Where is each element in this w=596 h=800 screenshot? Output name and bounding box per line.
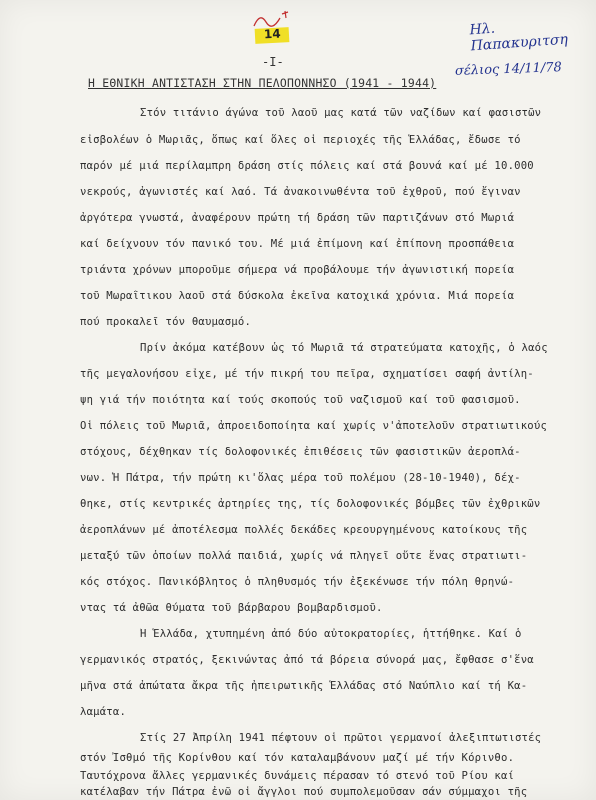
sticky-number: 14 [263, 26, 281, 42]
document-title: Η ΕΘΝΙΚΗ ΑΝΤΙΣΤΑΣΗ ΣΤΗΝ ΠΕΛΟΠΟΝΝΗΣΟ (1941 - 1944) [88, 76, 437, 90]
body-line: Πρίν ἀκόμα κατέβουν ὡς τό Μωριᾶ τά στρατεύματα κατοχῆς, ὁ λαός [140, 342, 548, 354]
body-line: νων. Ἡ Πάτρα, τήν πρώτη κι'ὅλας μέρα τοῦ πολέμου (28-10-1940), δέχ- [80, 472, 521, 484]
body-line: Στίς 27 Ἀπρίλη 1941 πέφτουν οἱ πρῶτοι γερμανοί ἀλεξιπτωτιστές [140, 732, 542, 744]
body-line: κός στόχος. Πανικόβλητος ὁ πληθυσμός τήν ἐξεκένωσε τήν πόλη θρηνώ- [80, 576, 515, 588]
handwritten-name: Ηλ. Παπακυριτση [469, 20, 569, 55]
handwritten-mark-icon [252, 8, 312, 30]
body-line: ἀεροπλάνων μέ ἀποτέλεσμα πολλές δεκάδες κρεουργημένους κατοίκους τῆς [80, 524, 528, 536]
body-line: καί δείχνουν τόν πανικό του. Μέ μιά ἐπίμονη καί ἐπίπονη προσπάθεια [80, 238, 515, 250]
body-line: εἰσβολέων ὁ Μωριᾶς, ὅπως καί ὅλες οἱ περιοχές τῆς Ἑλλάδας, ἔδωσε τό [80, 134, 521, 146]
body-line: μεταξύ τῶν ὁποίων πολλά παιδιά, χωρίς νά πληγεῖ οὔτε ἕνας στρατιωτι- [80, 550, 528, 562]
body-line: Ἡ Ἑλλάδα, χτυπημένη ἀπό δύο αὐτοκρατορίες, ἡττήθηκε. Καί ὁ [140, 628, 522, 640]
body-line: θηκε, στίς κεντρικές ἀρτηρίες της, τίς δολοφονικές βόμβες τῶν ἐχθρικῶν [80, 498, 541, 510]
body-line: λαμάτα. [80, 706, 127, 718]
body-line: παρόν μέ μιά περίλαμπρη δράση στίς πόλεις καί στά βουνά καί μέ 10.000 [80, 160, 534, 172]
body-line: Στόν τιτάνιο άγώνα τοῦ λαοῦ μας κατά τῶν ναζίδων καί φασιστῶν [140, 107, 542, 119]
handwritten-date: σέλιος 14/11/78 [454, 60, 563, 79]
body-line: τῆς μεγαλονήσου εἶχε, μέ τήν πικρή του πεῖρα, σχηματίσει σαφή ἀντίλη- [80, 368, 534, 380]
body-line: ψη γιά τήν ποιότητα καί τούς σκοπούς τοῦ ναζισμοῦ καί τοῦ φασισμοῦ. [80, 394, 521, 406]
body-line: Οἱ πόλεις τοῦ Μωριᾶ, ἀπροειδοποίητα καί χωρίς ν'ἀποτελοῦν στρατιωτικούς [80, 420, 548, 432]
body-line: κατέλαβαν τήν Πάτρα ἐνῶ οἱ ἄγγλοι πού συμπολεμοῦσαν σάν σύμμαχοι τῆς [80, 786, 528, 798]
body-line: γερμανικός στρατός, ξεκινώντας ἀπό τά βόρεια σύνορά μας, ἔφθασε σ'ἕνα [80, 654, 534, 666]
body-line: τοῦ Μωραΐτικου λαοῦ στά δύσκολα ἐκεῖνα κατοχικά χρόνια. Μιά πορεία [80, 290, 515, 302]
body-line: στόχους, δέχθηκαν τίς δολοφονικές ἐπιθέσεις τῶν φασιστικῶν ἀεροπλά- [80, 446, 521, 458]
page-number: -I- [262, 55, 284, 69]
body-line: τριάντα χρόνων μποροῦμε σήμερα νά προβάλουμε τήν ἀγωνιστική πορεία [80, 264, 515, 276]
body-line: πού προκαλεῖ τόν θαυμασμό. [80, 316, 252, 328]
body-line: ντας τά ἀθῶα θύματα τοῦ βάρβαρου βομβαρδισμοῦ. [80, 602, 383, 614]
body-line: μῆνα στά ἀπώτατα ἄκρα τῆς ἠπειρωτικῆς Ἑλλάδας στό Ναύπλιο καί τή Κα- [80, 680, 528, 692]
body-line: ἀργότερα γνωστά, ἀναφέρουν πρώτη τή δράση τῶν παρτιζάνων στό Μωριά [80, 212, 515, 224]
body-line: Ταυτόχρονα ἄλλες γερμανικές δυνάμεις πέρασαν τό στενό τοῦ Ρίου καί [80, 770, 515, 782]
body-line: στόν Ἰσθμό τῆς Κορίνθου καί τόν καταλαμβάνουν μαζί μέ τήν Κόρινθο. [80, 752, 515, 764]
body-line: νεκρούς, ἀγωνιστές καί λαό. Τά ἀνακοινωθέντα τοῦ ἐχθροῦ, πού ἔγιναν [80, 186, 521, 198]
